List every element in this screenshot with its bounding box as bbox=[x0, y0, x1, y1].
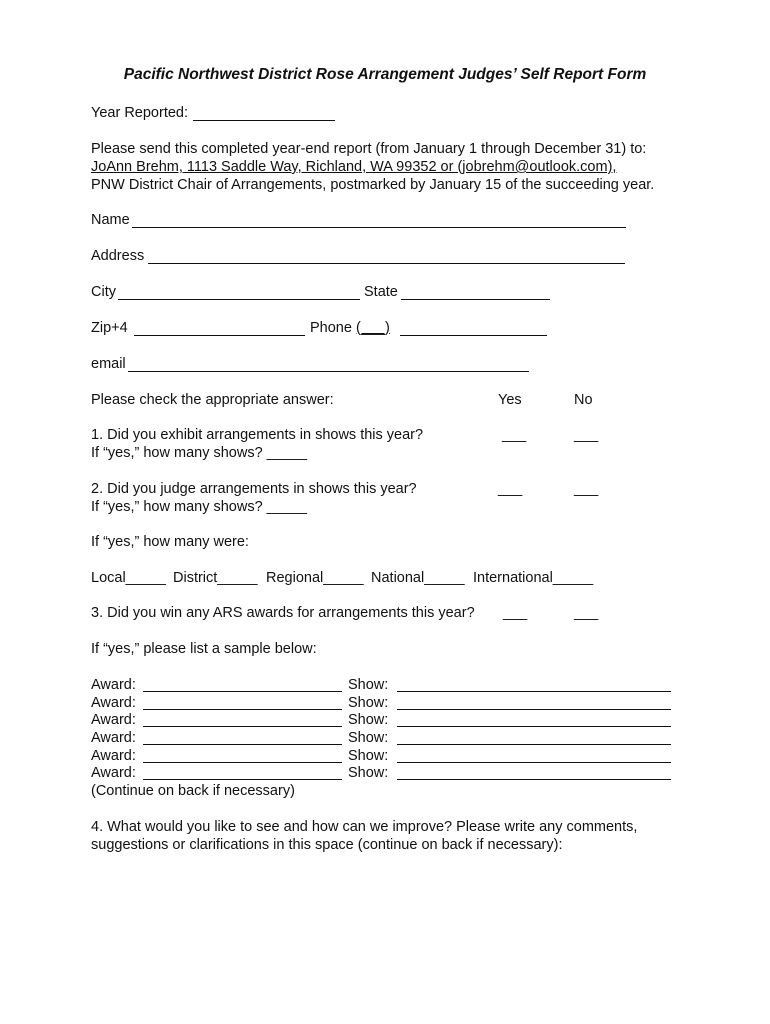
show-label-6: Show: bbox=[348, 765, 389, 781]
level-regional[interactable]: Regional_____ bbox=[266, 570, 364, 586]
instructions-line-2: JoAnn Brehm, 1113 Saddle Way, Richland, WA 99352 or (jobrehm@outlook.com), bbox=[91, 159, 617, 175]
q3-no-blank[interactable]: ___ bbox=[574, 605, 599, 621]
show-input-1[interactable] bbox=[397, 691, 671, 692]
instructions-line-1: Please send this completed year-end report (from January 1 through December 31) to: bbox=[91, 141, 647, 157]
q2-no-blank[interactable]: ___ bbox=[574, 481, 599, 497]
name-label: Name bbox=[91, 212, 130, 228]
level-national[interactable]: National_____ bbox=[371, 570, 465, 586]
level-local[interactable]: Local_____ bbox=[91, 570, 166, 586]
show-input-2[interactable] bbox=[397, 709, 671, 710]
year-reported-input[interactable] bbox=[193, 120, 335, 121]
show-label-1: Show: bbox=[348, 677, 389, 693]
phone-label: Phone bbox=[310, 320, 352, 336]
q4-line-1: 4. What would you like to see and how can we improve? Please write any comments, bbox=[91, 819, 638, 835]
phone-input[interactable] bbox=[400, 335, 547, 336]
award-input-5[interactable] bbox=[143, 762, 342, 763]
zip-label: Zip+4 bbox=[91, 320, 128, 336]
level-district[interactable]: District_____ bbox=[173, 570, 258, 586]
zip-input[interactable] bbox=[134, 335, 305, 336]
address-label: Address bbox=[91, 248, 145, 264]
award-label-6: Award: bbox=[91, 765, 136, 781]
q2-yes-blank[interactable]: ___ bbox=[498, 481, 523, 497]
show-label-2: Show: bbox=[348, 695, 389, 711]
address-input[interactable] bbox=[148, 263, 625, 264]
show-label-3: Show: bbox=[348, 712, 389, 728]
show-input-4[interactable] bbox=[397, 744, 671, 745]
yes-header: Yes bbox=[498, 392, 522, 408]
instructions-line-3: PNW District Chair of Arrangements, postmarked by January 15 of the succeeding year. bbox=[91, 177, 655, 193]
show-input-3[interactable] bbox=[397, 726, 671, 727]
show-input-6[interactable] bbox=[397, 779, 671, 780]
award-label-5: Award: bbox=[91, 748, 136, 764]
q3-sample-prompt: If “yes,” please list a sample below: bbox=[91, 641, 317, 657]
q4-line-2: suggestions or clarifications in this space (continue on back if necessary): bbox=[91, 837, 563, 853]
award-input-4[interactable] bbox=[143, 744, 342, 745]
state-label: State bbox=[364, 284, 398, 300]
award-input-6[interactable] bbox=[143, 779, 342, 780]
q2-followup[interactable]: If “yes,” how many shows? _____ bbox=[91, 499, 307, 515]
q3-question: 3. Did you win any ARS awards for arrangements this year? bbox=[91, 605, 475, 621]
city-label: City bbox=[91, 284, 116, 300]
state-input[interactable] bbox=[401, 299, 550, 300]
comments-area[interactable] bbox=[91, 860, 681, 1010]
q1-yes-blank[interactable]: ___ bbox=[502, 427, 527, 443]
no-header: No bbox=[574, 392, 593, 408]
q1-followup[interactable]: If “yes,” how many shows? _____ bbox=[91, 445, 307, 461]
how-many-were: If “yes,” how many were: bbox=[91, 534, 249, 550]
check-prompt: Please check the appropriate answer: bbox=[91, 392, 334, 408]
show-input-5[interactable] bbox=[397, 762, 671, 763]
continue-note: (Continue on back if necessary) bbox=[91, 783, 295, 799]
award-label-1: Award: bbox=[91, 677, 136, 693]
name-input[interactable] bbox=[132, 227, 626, 228]
award-input-1[interactable] bbox=[143, 691, 342, 692]
year-reported-text: Year Reported: bbox=[91, 105, 189, 121]
award-label-4: Award: bbox=[91, 730, 136, 746]
q1-question: 1. Did you exhibit arrangements in shows this year? bbox=[91, 427, 424, 443]
level-international[interactable]: International_____ bbox=[473, 570, 594, 586]
email-input[interactable] bbox=[128, 371, 529, 372]
award-input-3[interactable] bbox=[143, 726, 342, 727]
year-reported-label bbox=[91, 104, 188, 122]
q3-yes-blank[interactable]: ___ bbox=[503, 605, 528, 621]
email-label: email bbox=[91, 356, 126, 372]
award-input-2[interactable] bbox=[143, 709, 342, 710]
city-input[interactable] bbox=[118, 299, 360, 300]
award-label-3: Award: bbox=[91, 712, 136, 728]
q2-question: 2. Did you judge arrangements in shows this year? bbox=[91, 481, 417, 497]
show-label-5: Show: bbox=[348, 748, 389, 764]
form-title: Pacific Northwest District Rose Arrangement Judges’ Self Report Form bbox=[123, 66, 647, 83]
phone-area-code[interactable]: (___) bbox=[356, 320, 390, 336]
q1-no-blank[interactable]: ___ bbox=[574, 427, 599, 443]
show-label-4: Show: bbox=[348, 730, 389, 746]
award-label-2: Award: bbox=[91, 695, 136, 711]
